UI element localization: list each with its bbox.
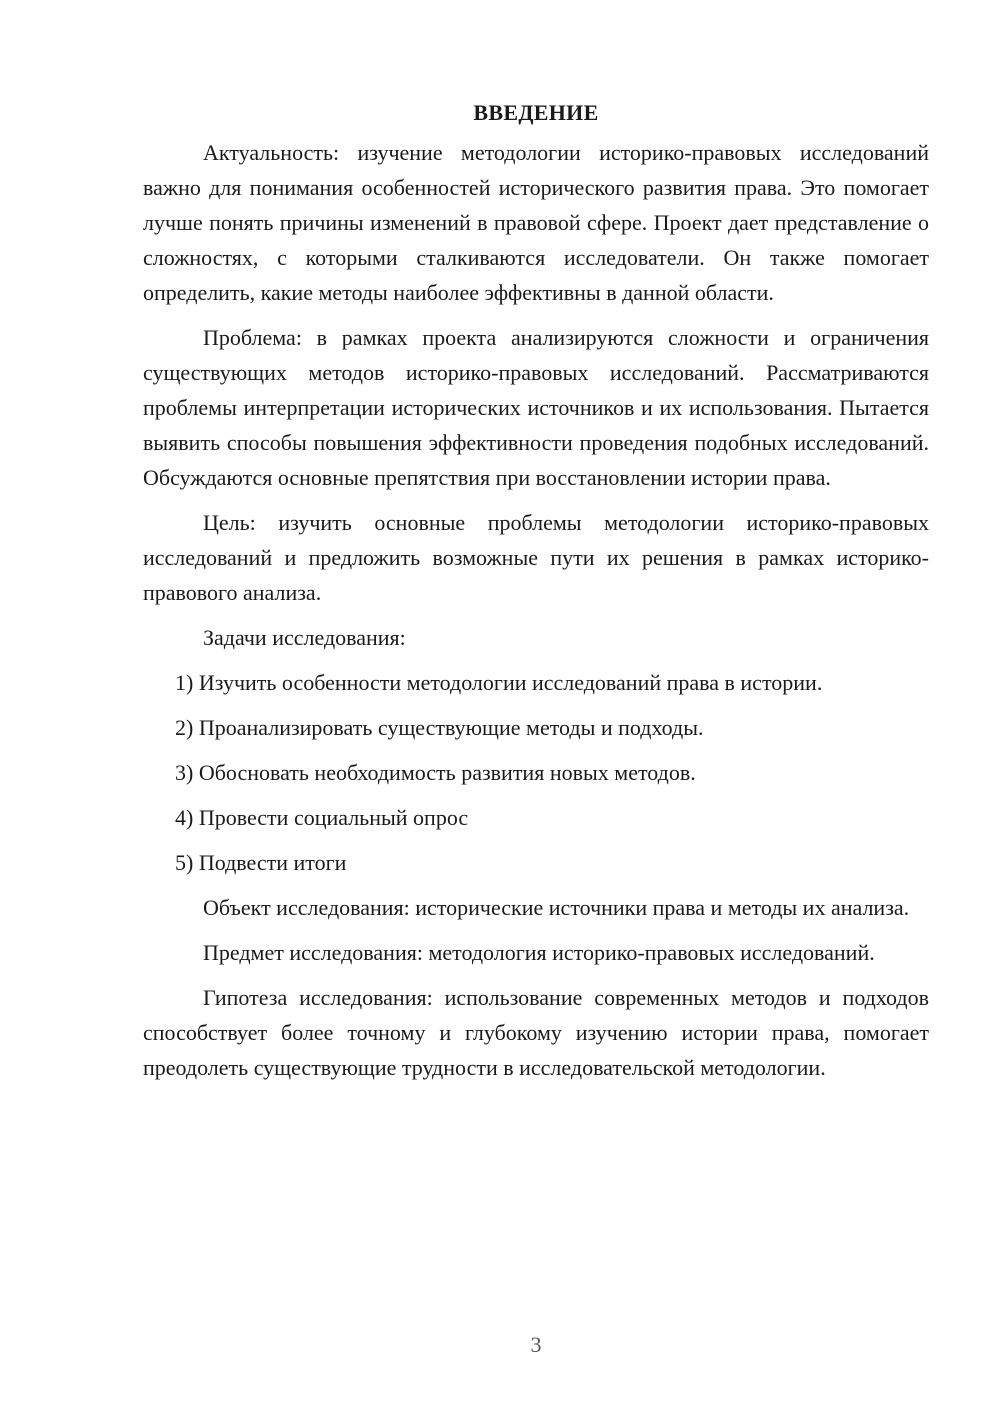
- list-item: 5) Подвести итоги: [175, 850, 347, 875]
- document-page: [143, 95, 929, 1095]
- tasks-title: Задачи исследования:: [203, 625, 406, 650]
- list-item: 2) Проанализировать существующие методы и подходы.: [175, 715, 704, 740]
- page-number: 3: [530, 1332, 542, 1357]
- tasks-list: [143, 665, 929, 880]
- page-title: ВВЕДЕНИЕ: [473, 100, 599, 125]
- paragraph-hypothesis: Гипотеза исследования: использование современных методов и подходов способствует более точному и глубокому изучению истории права, помогает преодолеть существующие трудности в исследовательской методологии.: [143, 985, 929, 1080]
- paragraph-goal: Цель: изучить основные проблемы методологии историко-правовых исследований и предложить возможные пути их решения в рамках историко-правового анализа.: [143, 510, 929, 605]
- paragraph-object: Объект исследования: исторические источники права и методы их анализа.: [203, 895, 910, 920]
- list-item: 4) Провести социальный опрос: [175, 805, 469, 830]
- paragraph-relevance: Актуальность: изучение методологии историко-правовых исследований важно для понимания особенностей исторического развития права. Это помогает лучше понять причины изменений в правовой сфере. Проект дает представление о сложностях, с которыми сталкиваются исследователи. Он также помогает определить, какие методы наиболее эффективны в данной области.: [143, 140, 929, 305]
- list-item: 1) Изучить особенности методологии исследований права в истории.: [175, 670, 823, 695]
- paragraph-problem: Проблема: в рамках проекта анализируются сложности и ограничения существующих методов историко-правовых исследований. Рассматриваются проблемы интерпретации исторических источников и их использования. Пытается выявить способы повышения эффективности проведения подобных исследований. Обсуждаются основные препятствия при восстановлении истории права.: [143, 325, 929, 490]
- list-item: 3) Обосновать необходимость развития новых методов.: [175, 760, 696, 785]
- paragraph-subject: Предмет исследования: методология историко-правовых исследований.: [203, 940, 875, 965]
